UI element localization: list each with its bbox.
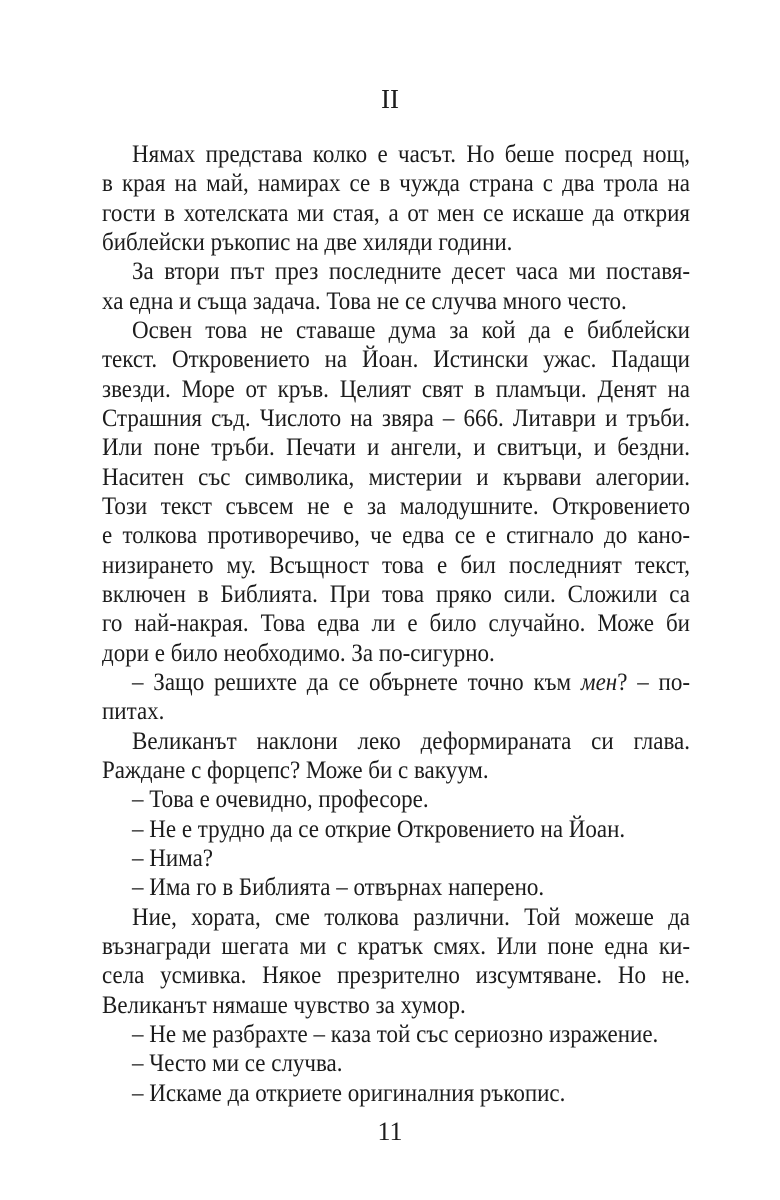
text-line: [102, 844, 690, 873]
text-line-content: – Често ми се случва.: [132, 1050, 343, 1078]
text-line-content: Ние, хората, сме толкова различни. Той можеше да: [132, 903, 690, 931]
text-line-content: – Не е трудно да се открие Откровението на Йоан.: [132, 815, 626, 843]
text-line-content: Освен това не ставаше дума за кой да е библейски: [132, 316, 691, 344]
text-line: [102, 815, 690, 844]
text-line-content: го най-накрая. Това едва ли е било случайно. Може би: [102, 610, 690, 638]
text-line: [102, 580, 690, 609]
text-line: [102, 785, 690, 814]
text-line: [102, 287, 690, 316]
text-line-content: Или поне тръби. Печати и ангели, и свитъци, и бездни.: [102, 434, 690, 462]
text-line: [102, 697, 690, 726]
text-line-content: питах.: [102, 698, 165, 726]
text-line-content: Този текст съвсем не е за малодушните. Откровението: [102, 492, 690, 520]
text-line-content: – Искаме да откриете оригиналния ръкопис.: [132, 1079, 566, 1107]
text-line-content: Нямах представа колко е часът. Но беше посред нощ,: [132, 141, 690, 168]
text-line: [102, 609, 690, 638]
text-line: [102, 668, 690, 697]
text-line-content: Страшния съд. Числото на звяра – 666. Литаври и тръби.: [102, 404, 690, 432]
text-line-content: текст. Откровението на Йоан. Истински ужас. Падащи: [102, 346, 690, 374]
text-line-content: Наситен със символика, мистерии и кървави алегории.: [102, 463, 690, 491]
text-line: [102, 375, 690, 404]
text-line: [102, 492, 690, 521]
text-line-content: – Това е очевидно, професоре.: [132, 786, 429, 814]
text-run: ? – по-: [617, 668, 691, 696]
text-line-content: дори е било необходимо. За по-сигурно.: [102, 639, 495, 667]
text-line: [102, 463, 690, 492]
text-line-content: включен в Библията. При това пряко сили. Сложили са: [102, 580, 691, 608]
text-line: [102, 140, 690, 169]
text-line-content: – Не ме разбрахте – каза той със сериозно изражение.: [132, 1020, 659, 1048]
text-line: [102, 1079, 690, 1108]
text-line: [102, 521, 690, 550]
text-line: [102, 756, 690, 785]
body-text: [102, 140, 690, 1108]
text-line: [102, 1049, 690, 1078]
text-line: [102, 404, 690, 433]
text-line: [102, 199, 690, 228]
text-line-content: низирането му. Всъщност това е бил последният текст,: [102, 551, 691, 579]
text-line-content: възнагради шегата ми с кратък смях. Или поне една ки-: [102, 932, 690, 960]
text-line-content: Раждане с форцепс? Може би с вакуум.: [102, 756, 489, 784]
italic-emphasis: мен: [580, 668, 618, 696]
text-line: [102, 932, 690, 961]
text-line-content: [132, 668, 690, 697]
text-line: [102, 727, 690, 756]
text-line: [102, 345, 690, 374]
text-line: [102, 551, 690, 580]
text-line-content: звезди. Море от кръв. Целият свят в пламъци. Денят на: [102, 375, 690, 403]
text-line-content: села усмивка. Някое презрително изсумтяване. Но не.: [102, 962, 690, 990]
text-line-content: – Нима?: [132, 844, 213, 872]
text-line: [102, 169, 690, 198]
text-line-content: в края на май, намирах се в чужда страна с два трола на: [102, 170, 690, 198]
text-line: [102, 903, 690, 932]
text-line-content: библейски ръкопис на две хиляди години.: [102, 228, 513, 256]
text-line-content: За втори път през последните десет часа ми поставя-: [132, 258, 690, 286]
text-line: [102, 316, 690, 345]
text-line-content: гости в хотелската ми стая, а от мен се искаше да открия: [102, 199, 690, 227]
page-number: 11: [377, 1117, 403, 1146]
text-line-content: Великанът нямаше чувство за хумор.: [102, 991, 466, 1019]
text-line-content: е толкова противоречиво, че едва се е стигнало до кано-: [102, 522, 691, 550]
text-line-content: Великанът наклони леко деформираната си глава.: [132, 727, 690, 755]
text-line: [102, 639, 690, 668]
text-run: – Защо решихте да се обърнете точно към: [132, 668, 581, 696]
chapter-heading: II: [381, 84, 399, 114]
text-line: [102, 991, 690, 1020]
text-line: [102, 433, 690, 462]
text-line: [102, 228, 690, 257]
text-line-content: ха една и съща задача. Това не се случва много често.: [102, 287, 627, 315]
text-line: [102, 257, 690, 286]
text-line: [102, 1020, 690, 1049]
text-line-content: – Има го в Библията – отвърнах наперено.: [132, 874, 545, 902]
text-line: [102, 873, 690, 902]
text-line: [102, 961, 690, 990]
